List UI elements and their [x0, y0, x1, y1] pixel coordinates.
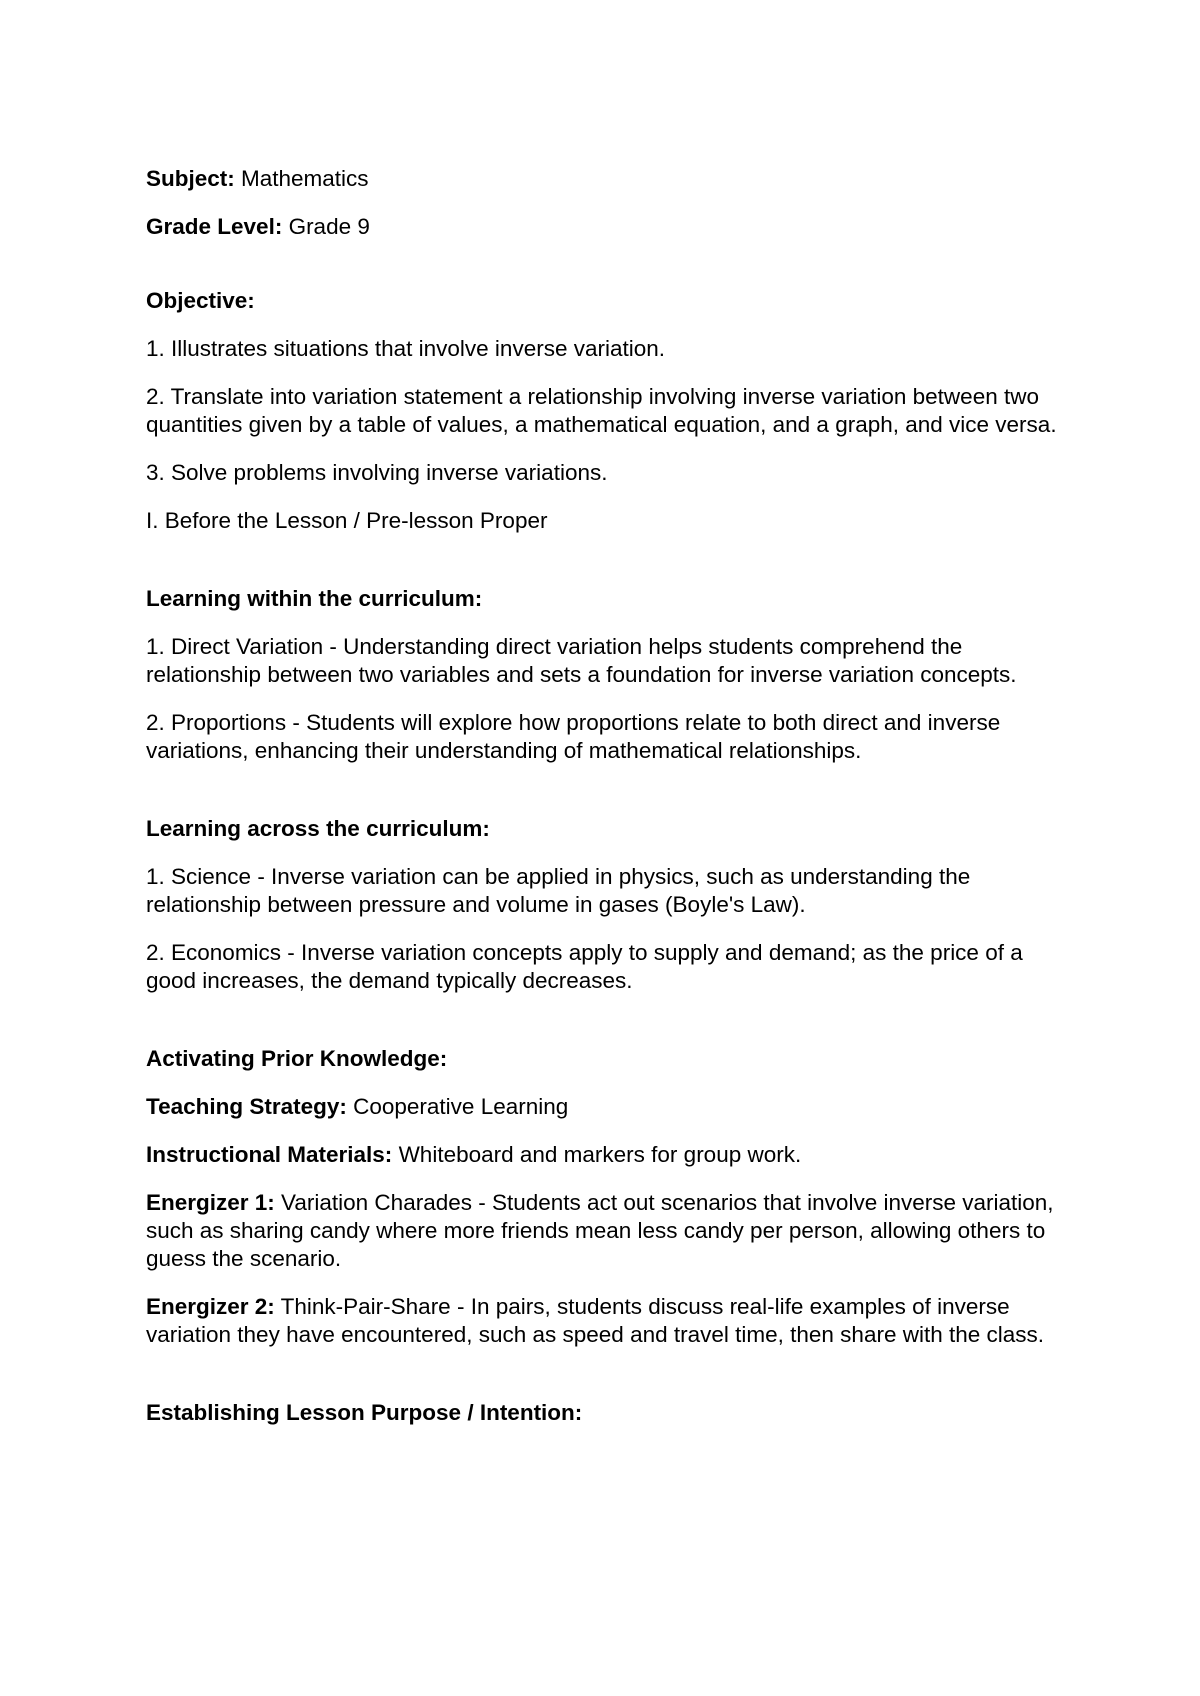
subject-line: [146, 165, 1066, 193]
before-lesson-line: I. Before the Lesson / Pre-lesson Proper: [146, 508, 548, 533]
spacer: [146, 261, 1066, 287]
learning-across-heading: Learning across the curriculum:: [146, 816, 490, 841]
lesson-plan-page: [146, 165, 1066, 1447]
teaching-strategy-line: [146, 1093, 1066, 1121]
spacer: [146, 555, 1066, 585]
subject-label: Subject:: [146, 166, 235, 191]
objective-heading: Objective:: [146, 288, 255, 313]
grade-level-line: [146, 213, 1066, 241]
energizer-1-value: Variation Charades - Students act out scenarios that involve inverse variation, such as sharing candy where more friends mean less candy per person, allowing others to guess the scenario.: [146, 1190, 1054, 1271]
instructional-materials-label: Instructional Materials:: [146, 1142, 393, 1167]
learning-within-item: 2. Proportions - Students will explore how proportions relate to both direct and inverse variations, enhancing their understanding of mathematical relationships.: [146, 710, 1001, 763]
grade-level-label: Grade Level:: [146, 214, 283, 239]
instructional-materials-line: [146, 1141, 1066, 1169]
objective-item: 1. Illustrates situations that involve inverse variation.: [146, 336, 666, 361]
spacer: [146, 785, 1066, 815]
activating-heading: Activating Prior Knowledge:: [146, 1046, 448, 1071]
teaching-strategy-label: Teaching Strategy:: [146, 1094, 347, 1119]
energizer-2-line: [146, 1293, 1066, 1349]
energizer-1-line: [146, 1189, 1066, 1273]
learning-across-item: 2. Economics - Inverse variation concepts apply to supply and demand; as the price of a good increases, the demand typically decreases.: [146, 940, 1023, 993]
establishing-heading: Establishing Lesson Purpose / Intention:: [146, 1400, 583, 1425]
instructional-materials-value: Whiteboard and markers for group work.: [392, 1142, 802, 1167]
grade-level-value: Grade 9: [282, 214, 370, 239]
objective-item: 3. Solve problems involving inverse variations.: [146, 460, 608, 485]
learning-within-item: 1. Direct Variation - Understanding direct variation helps students comprehend the relationship between two variables and sets a foundation for inverse variation concepts.: [146, 634, 1017, 687]
teaching-strategy-value: Cooperative Learning: [346, 1094, 569, 1119]
spacer: [146, 1015, 1066, 1045]
objective-item: 2. Translate into variation statement a relationship involving inverse variation between two quantities given by a table of values, a mathematical equation, and a graph, and vice versa.: [146, 384, 1057, 437]
energizer-2-label: Energizer 2:: [146, 1294, 275, 1319]
subject-value: Mathematics: [234, 166, 369, 191]
energizer-2-value: Think-Pair-Share - In pairs, students discuss real-life examples of inverse variation they have encountered, such as speed and travel time, then share with the class.: [146, 1294, 1045, 1347]
spacer: [146, 1369, 1066, 1399]
learning-across-item: 1. Science - Inverse variation can be applied in physics, such as understanding the relationship between pressure and volume in gases (Boyle's Law).: [146, 864, 971, 917]
learning-within-heading: Learning within the curriculum:: [146, 586, 483, 611]
energizer-1-label: Energizer 1:: [146, 1190, 275, 1215]
